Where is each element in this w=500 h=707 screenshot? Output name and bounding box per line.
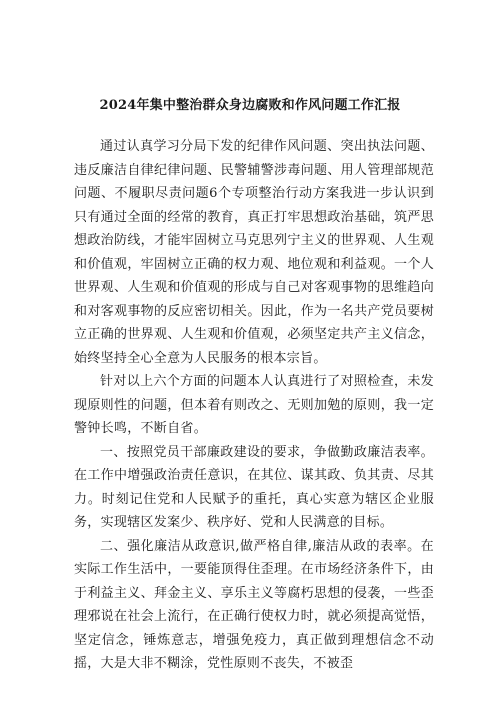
document-title: 2024年集中整治群众身边腐败和作风问题工作汇报 (99, 98, 401, 113)
paragraph-self-check: 针对以上六个方面的问题本人认真进行了对照检查，未发现原则性的问题，但本着有则改之、无则加勉的原则，我一定警钟长鸣，不断自省。 (74, 374, 434, 436)
paragraph-intro: 通过认真学习分局下发的纪律作风问题、突出执法问题、违反廉洁自律纪律问题、民警辅警涉毒问题、用人管理部规范问题、不履职尽责问题6个专项整治行动方案我进一步认识到只有通过全面的经常的教育，真正打牢思想政治基础，筑严思想政治防线，才能牢固树立马克思列宁主义的世界观、人生观和价值观，牢固树立正确的权力观、地位观和利益观。一个人世界观、人生观和价值观的形成与自己对客观事物的思维趋向和对客观事物的反应密切相关。因此，作为一名共产党员要树立正确的世界观、人生观和价值观，必须坚定共产主义信念，始终坚持全心全意为人民服务的根本宗旨。 (74, 139, 434, 366)
paragraph-point-two: 二、强化廉洁从政意识,做严格自律,廉洁从政的表率。在实际工作生活中，一要能顶得住歪理。在市场经济条件下，由于利益主义、拜金主义、享乐主义等腐朽思想的侵袭，一些歪理邪说在社会上流行，在正确行使权力时，就必须提高觉悟，坚定信念，锤炼意志，增强免疫力，真正做到理想信念不动摇，大是大非不糊涂，党性原则不丧失，不被歪 (74, 538, 434, 671)
document-body (74, 135, 434, 676)
paragraph-point-one: 一、按照党员干部廉政建设的要求，争做勤政廉洁表率。在工作中增强政治责任意识，在其位、谋其政、负其责、尽其力。时刻记住党和人民赋予的重托，真心实意为辖区企业服务，实现辖区发案少、秩序好、党和人民满意的目标。 (74, 444, 434, 530)
